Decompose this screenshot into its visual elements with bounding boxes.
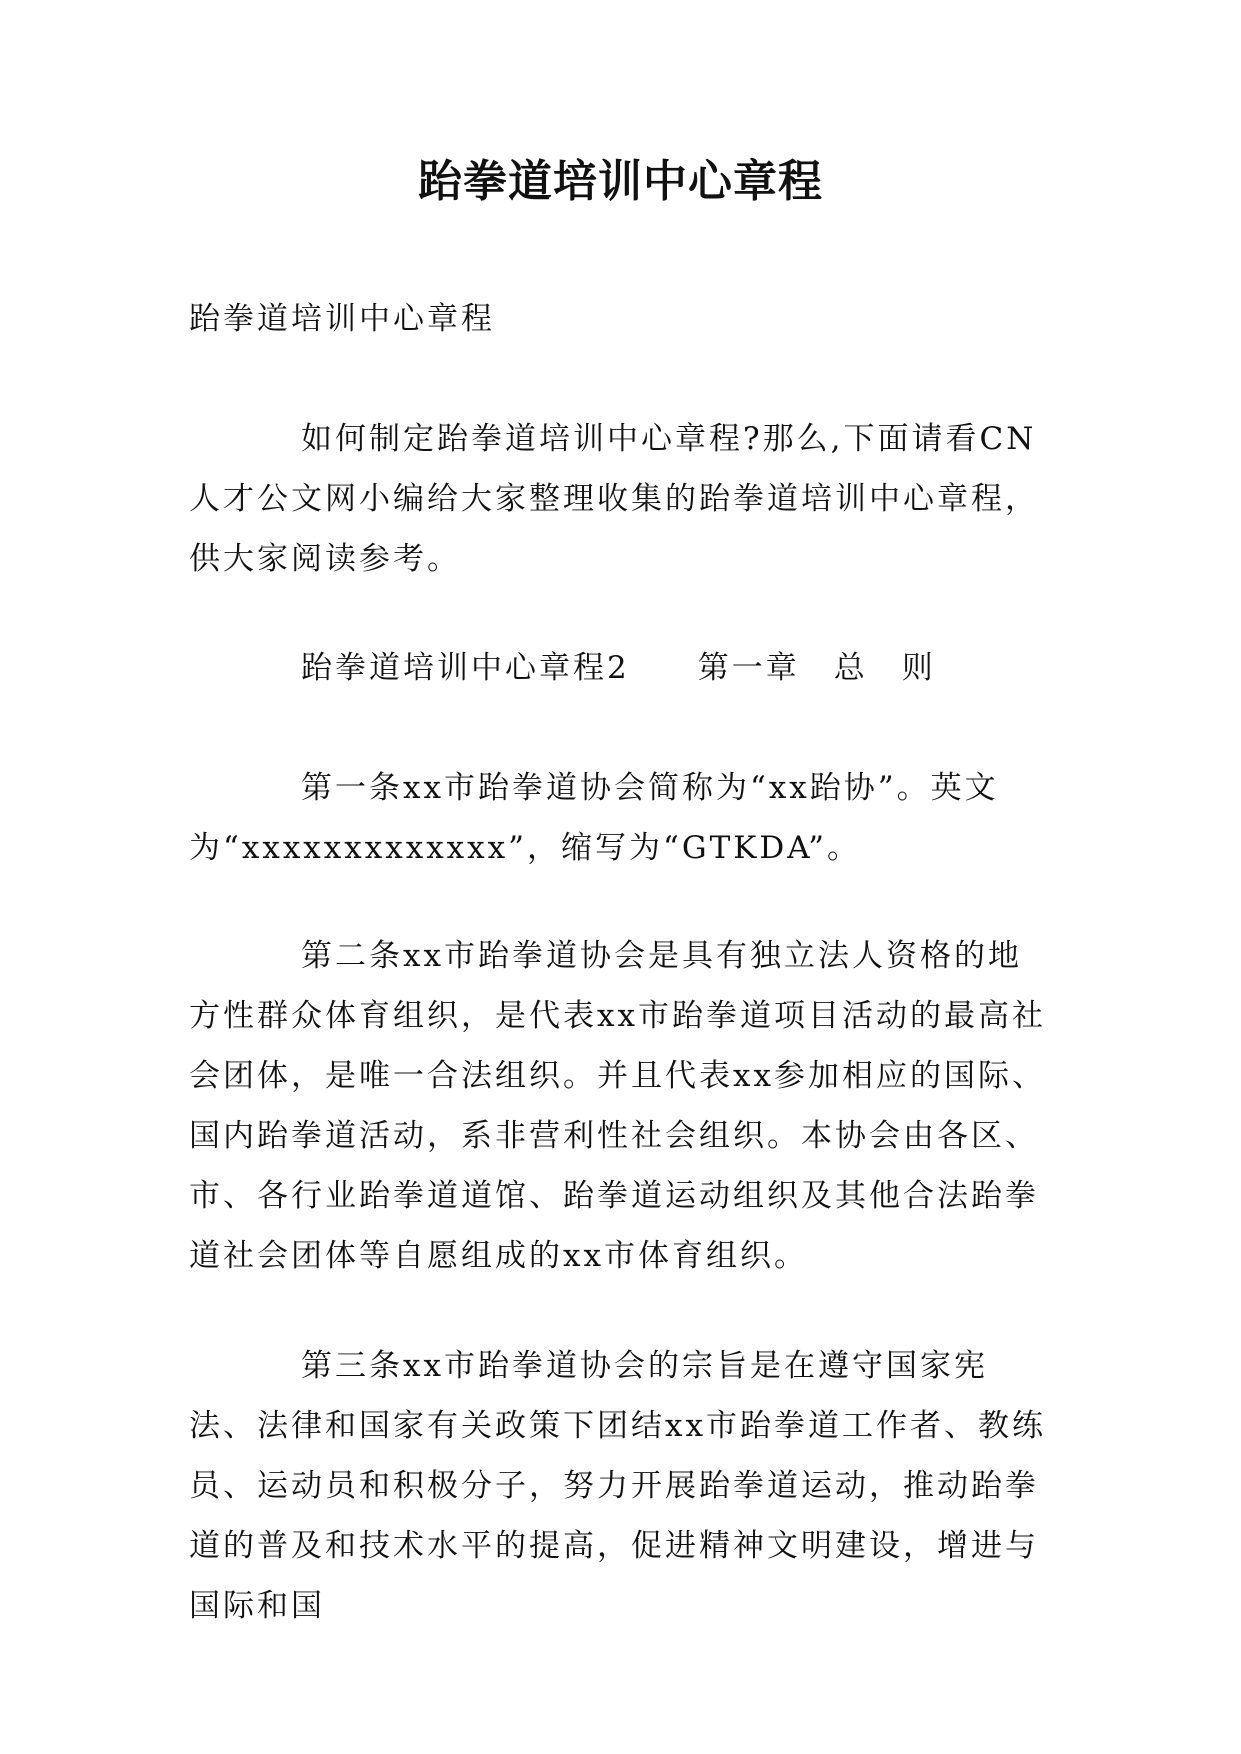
article-2-paragraph: 第二条xx市跆拳道协会是具有独立法人资格的地方性群众体育组织，是代表xx市跆拳道项目活动的最高社会团体，是唯一合法组织。并且代表xx参加相应的国际、国内跆拳道活动，系非营利性社会组织。本协会由各区、市、各行业跆拳道道馆、跆拳道运动组织及其他合法跆拳道社会团体等自愿组成的xx市体育组织。 xyxy=(189,938,1046,1274)
chapter-heading-line: 跆拳道培训中心章程2 第一章 总 则 xyxy=(301,650,936,686)
article-1-paragraph: 第一条xx市跆拳道协会简称为“xx跆协”。英文为“xxxxxxxxxxxxx”，缩写为“GTKDA”。 xyxy=(189,770,999,866)
document-subtitle: 跆拳道培训中心章程 xyxy=(189,301,495,337)
article-3-paragraph: 第三条xx市跆拳道协会的宗旨是在遵守国家宪法、法律和国家有关政策下团结xx市跆拳道工作者、教练员、运动员和积极分子，努力开展跆拳道运动，推动跆拳道的普及和技术水平的提高，促进精神文明建设，增进与国际和国 xyxy=(189,1348,1046,1624)
intro-paragraph: 如何制定跆拳道培训中心章程?那么,下面请看CN人才公文网小编给大家整理收集的跆拳道培训中心章程，供大家阅读参考。 xyxy=(189,421,1039,577)
document-title: 跆拳道培训中心章程 xyxy=(418,156,823,207)
